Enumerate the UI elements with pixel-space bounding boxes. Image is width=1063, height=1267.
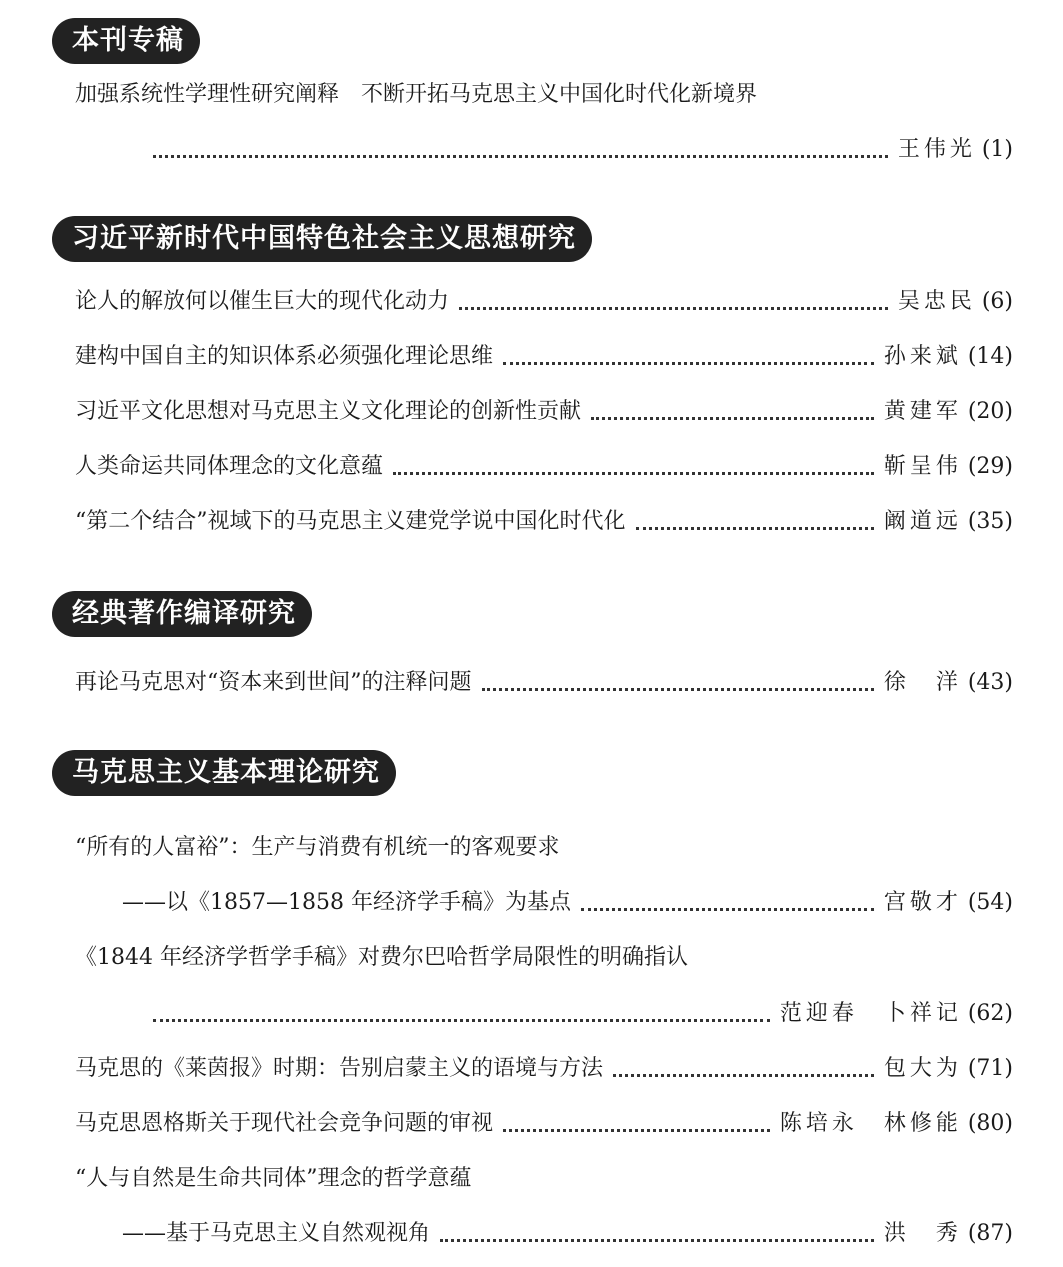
entry-title: “第二个结合”视域下的马克思主义建党学说中国化时代化 [75, 509, 626, 534]
entry-author: 洪 秀 [883, 1221, 962, 1246]
dot-leader [613, 1074, 874, 1077]
entry-page: (35) [967, 509, 1013, 534]
toc-entry[interactable] [75, 666, 1013, 700]
entry-page: (80) [967, 1111, 1013, 1136]
toc-entry[interactable] [75, 395, 1013, 429]
entry-title: 建构中国自主的知识体系必须强化理论思维 [75, 344, 494, 369]
dot-leader [503, 1129, 770, 1132]
entry-page: (1) [981, 137, 1013, 162]
entry-title: 论人的解放何以催生巨大的现代化动力 [75, 289, 450, 314]
dot-leader [503, 362, 874, 365]
entry-page: (87) [967, 1221, 1013, 1246]
dot-leader [393, 472, 874, 475]
toc-entry-subtitle[interactable] [122, 1217, 1013, 1251]
dot-leader [636, 527, 874, 530]
toc-entry[interactable] [75, 340, 1013, 374]
entry-page: (29) [967, 454, 1013, 479]
toc-entry-subtitle[interactable] [122, 886, 1013, 920]
entry-page: (14) [967, 344, 1013, 369]
toc-entry-leader[interactable] [143, 997, 1013, 1031]
entry-title: 再论马克思对“资本来到世间”的注释问题 [75, 670, 472, 695]
entry-author: 陈培永 林修能 [779, 1111, 962, 1136]
entry-title: 马克思恩格斯关于现代社会竞争问题的审视 [75, 1111, 494, 1136]
entry-title: 《1844 年经济学哲学手稿》对费尔巴哈哲学局限性的明确指认 [75, 945, 688, 970]
entry-page: (43) [967, 670, 1013, 695]
entry-page: (54) [967, 890, 1013, 915]
toc-entry[interactable] [75, 1052, 1013, 1086]
entry-author: 包大为 [883, 1056, 962, 1081]
entry-title: 加强系统性学理性研究阐释 不断开拓马克思主义中国化时代化新境界 [75, 82, 758, 107]
dot-leader [153, 1019, 770, 1022]
entry-title: “所有的人富裕”：生产与消费有机统一的客观要求 [75, 835, 560, 860]
toc-entry[interactable] [75, 831, 1013, 865]
toc-entry[interactable] [75, 1162, 1013, 1196]
entry-title: 人类命运共同体理念的文化意蕴 [75, 454, 384, 479]
toc-entry[interactable] [75, 505, 1013, 539]
dot-leader [459, 307, 888, 310]
entry-author: 黄建军 [883, 399, 962, 424]
entry-author: 徐 洋 [883, 670, 962, 695]
entry-author: 吴忠民 [897, 289, 976, 314]
section-title: 经典著作编译研究 [52, 591, 312, 637]
toc-entry[interactable] [75, 285, 1013, 319]
entry-subtitle: ——基于马克思主义自然观视角 [122, 1221, 431, 1246]
entry-title: 习近平文化思想对马克思主义文化理论的创新性贡献 [75, 399, 582, 424]
dot-leader [591, 417, 874, 420]
dot-leader [153, 155, 888, 158]
entry-author: 宫敬才 [883, 890, 962, 915]
entry-title: “人与自然是生命共同体”理念的哲学意蕴 [75, 1166, 472, 1191]
dot-leader [482, 688, 874, 691]
entry-subtitle: ——以《1857—1858 年经济学手稿》为基点 [122, 890, 571, 915]
toc-entry-leader[interactable] [143, 133, 1013, 167]
toc-entry[interactable] [75, 941, 1013, 975]
section-title: 马克思主义基本理论研究 [52, 750, 396, 796]
entry-author: 靳呈伟 [883, 454, 962, 479]
toc-entry[interactable] [75, 1107, 1013, 1141]
entry-title: 马克思的《莱茵报》时期：告别启蒙主义的语境与方法 [75, 1056, 604, 1081]
section-title: 习近平新时代中国特色社会主义思想研究 [52, 216, 592, 262]
dot-leader [440, 1239, 874, 1242]
section-title: 本刊专稿 [52, 18, 200, 64]
entry-page: (20) [967, 399, 1013, 424]
entry-author: 阚道远 [883, 509, 962, 534]
dot-leader [581, 908, 874, 911]
entry-author: 王伟光 [897, 137, 976, 162]
entry-author: 范迎春 卜祥记 [779, 1001, 962, 1026]
entry-author: 孙来斌 [883, 344, 962, 369]
entry-page: (62) [967, 1001, 1013, 1026]
toc-entry[interactable] [75, 78, 1013, 112]
toc-entry[interactable] [75, 450, 1013, 484]
entry-page: (6) [981, 289, 1013, 314]
entry-page: (71) [967, 1056, 1013, 1081]
